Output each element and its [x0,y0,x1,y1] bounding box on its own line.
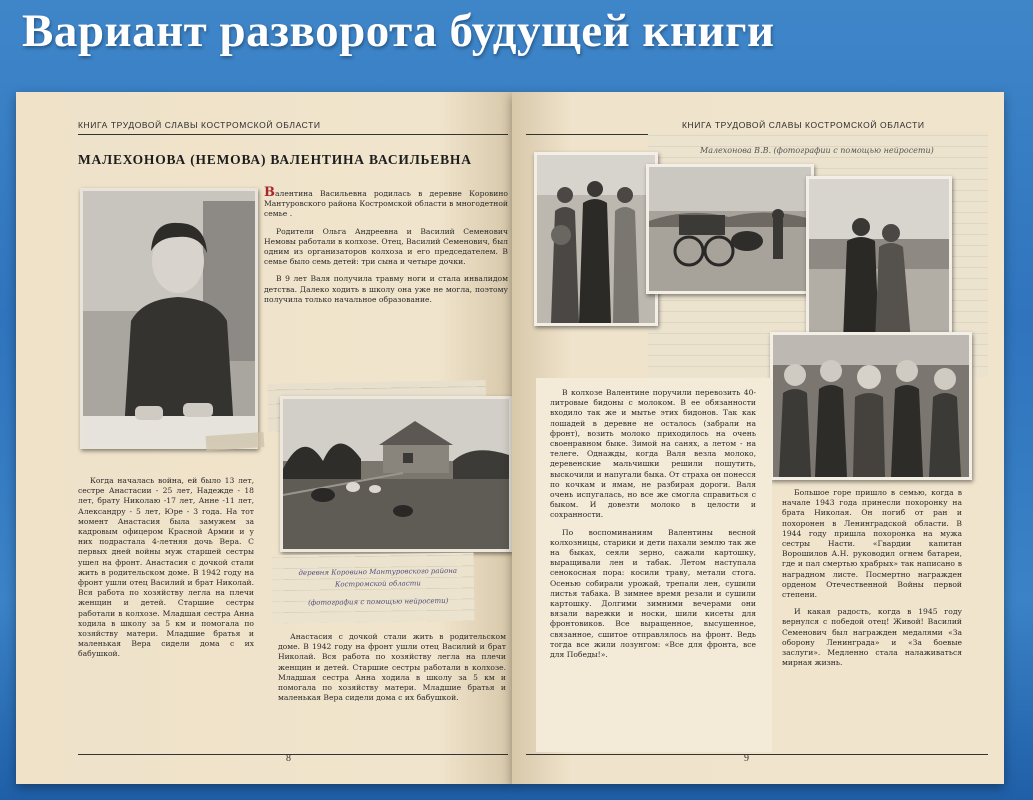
footer-rule-right [526,754,988,755]
page-number-left: 8 [286,753,291,764]
caption-line-1: деревня Коровино Мантуровского района [298,566,458,578]
village-photo [280,396,512,552]
handwritten-note: Малехонова В.В. (фотографии с помощью нейросети) [700,146,934,155]
caption-line-2: Костромской области [334,579,421,589]
person-heading: МАЛЕХОНОВА (НЕМОВА) ВАЛЕНТИНА ВАСИЛЬЕВНА [78,152,472,167]
header-rule-left [78,134,508,135]
bull-column-text [550,388,756,667]
family-column-text [278,632,506,710]
running-head-left: КНИГА ТРУДОВОЙ СЛАВЫ КОСТРОМСКОЙ ОБЛАСТИ [78,120,321,130]
injury-paragraph: В 9 лет Валя получила травму ноги и стала инвалидом детства. Далеко ходить в школу она уже не могла, поэтому получила только начальное образование. [264,274,508,304]
footer-rule-left [78,754,508,755]
intro-text [264,185,508,312]
intro-paragraph: алентина Васильевна родилась в деревне Коровино Мантуровского района Костромской области в многодетной семье . [264,189,508,219]
cart-photo [646,164,814,294]
grief-column-text [782,488,962,675]
group-photo [534,152,658,326]
family-paragraph: Анастасия с дочкой стали жить в родительском доме. В 1942 году на фронт ушли отец Василий и брат Николай. Вся работа по хозяйству легла на плечи женщин и детей. Старшие сестры работали в колхозе. Младшая сестра Анна ходила в школу за 5 км и помогала по хозяйству матери. Младшие братья и маленькая Вера сидели дома с их бабушкой. [278,632,506,703]
slide-title: Вариант разворота будущей книги [22,5,775,57]
left-page [16,92,512,784]
farm-work-paragraph: По воспоминаниям Валентины весной колхозницы, старики и дети пахали землю так же на быках, сеяли зерно, сажали картошку, выращивали лен и табак. Летом наступала сенокосная пора: косили траву, метали стога. Осенью собирали урожай, трепали лен, сушили листья табака. В зимнее время резали и сушили картошку. Долгими зимними вечерами они вязали варежки и носки, шили кисеты для фронтовиков. Все выращенное, высушенное, связанное, сшитое отправлялось на фронт. Ведь тогда все жили лозунгом: «Все для фронта, все для Победы!». [550,527,756,660]
portrait-photo [80,188,258,449]
war-column-text [78,476,254,667]
women-group-photo [770,332,972,480]
caption-line-3: (фотография с помощью нейросети) [307,596,449,607]
running-head-right: КНИГА ТРУДОВОЙ СЛАВЫ КОСТРОМСКОЙ ОБЛАСТИ [682,120,925,130]
book-spread [12,92,1020,792]
photo-caption-card [272,553,475,624]
couple-photo [806,176,952,344]
right-page [512,92,1004,784]
page-number-right: 9 [744,753,749,764]
grief-paragraph: Большое горе пришло в семью, когда в начале 1943 года принесли похоронку на брата Николая. Он погиб от ран и похоронен в Ленинградской области. В 1944 году пришла похоронка на мужа сестры Насти. «Гвардии капитан Ворошилов А.Н. руководил огнем батареи, где и пал смертью храбрых» так написано в наградном листе. Посмертно награжден орденом Отечественной Войны первой степени. [782,488,962,600]
parents-paragraph: Родители Ольга Андреевна и Василий Семенович Немовы работали в колхозе. Отец, Василий Семенович, был одним из организаторов колхоза и его председателем. В семье было семь детей: три сына и четыре дочки. [264,226,508,267]
war-paragraph: Когда началась война, ей было 13 лет, сестре Анастасии - 25 лет, Надежде - 18 лет, брату Николаю -17 лет, Анне -11 лет, Александру - 5 лет, Юре - 3 года. На тот момент Анастасия была замужем за кадровым офицером Красной Армии и у них подрастала 4-летняя дочь Вера. С первых дней войны муж старшей сестры ушел на фронт. Анастасия с дочкой стали жить в родительском доме. В 1942 году на фронт ушли отец Василий и брат Николай. Вся работа по хозяйству легла на плечи женщин и детей. Старшие сестры работали в колхозе. Младшая сестра Анна ходила в школу за 5 км и помогала по хозяйству матери. Младшие братья и маленькая Вера сидели дома с их бабушкой. [78,476,254,659]
victory-paragraph: И какая радость, когда в 1945 году вернулся с победой отец! Живой! Василий Семенович был награжден медалями «За оборону Ленинграда» и «За боевые заслуги». Медленно стала налаживаться мирная жизнь. [782,607,962,668]
bull-paragraph: В колхозе Валентине поручили перевозить 40-литровые бидоны с молоком. В ее обязанности входило так же и мытье этих бидонов. Так как лошадей в деревне не осталось (забрали на фронт), возить молоко приходилось на очень своенравном быке. Зимой на санях, а летом - на телеге. Однажды, когда Валя везла молоко, деревенские мальчишки решили пошутить, выскочили и напугали быка. От страха он понесся по кочкам и ямам, не разбирая дороги. Валя очень испугалась, но все же смогла справиться с быком. И довезти молоко в целости и сохранности. [550,388,756,520]
drop-cap: В [264,185,275,200]
